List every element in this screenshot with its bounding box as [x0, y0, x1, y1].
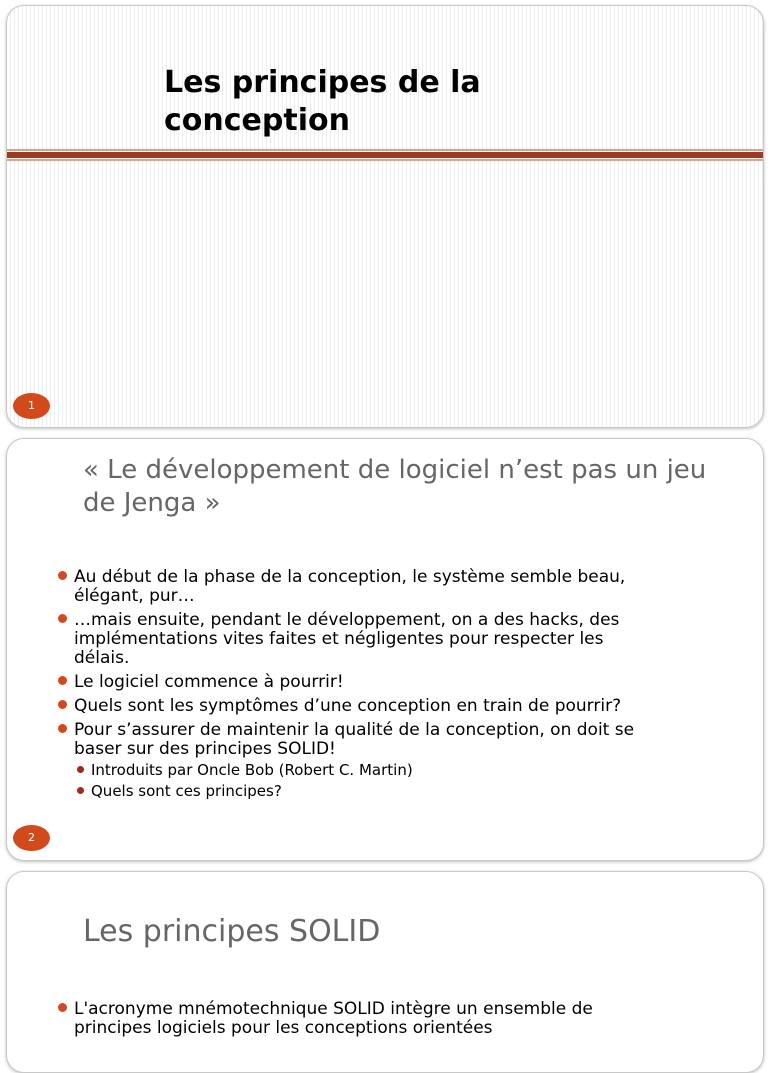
bullet-item-text: Pour s’assurer de maintenir la qualité de la conception, on doit se baser sur des principes SOLID! [74, 720, 635, 759]
bullet-item: Le logiciel commence à pourrir! [57, 673, 647, 692]
slide-2-heading: « Le développement de logiciel n’est pas un jeu de Jenga » [83, 455, 707, 518]
bullet-list [57, 568, 647, 806]
sub-bullet-list [74, 761, 647, 801]
bullet-item-with-subitems [57, 721, 647, 801]
sub-bullet-item: Quels sont ces principes? [74, 782, 647, 801]
slide-3[interactable] [6, 871, 764, 1073]
bullet-item: …mais ensuite, pendant le développement, on a des hacks, des implémentations vites faites et négligentes pour respecter les délais. [57, 611, 647, 668]
slide-number-badge: 1 [13, 393, 50, 419]
slide-3-heading: Les principes SOLID [83, 914, 381, 949]
title-divider [7, 149, 763, 162]
slide-1-title: Les principes de la conception [164, 65, 481, 138]
sub-bullet-item: Introduits par Oncle Bob (Robert C. Martin) [74, 761, 647, 780]
bullet-list [57, 1000, 647, 1043]
slide-1[interactable] [6, 5, 764, 428]
slide-2[interactable] [6, 438, 764, 861]
bullet-item: L'acronyme mnémotechnique SOLID intègre un ensemble de principes logiciels pour les conceptions orientées [57, 1000, 647, 1038]
slide-number-badge: 2 [13, 825, 50, 851]
bullet-item: Quels sont les symptômes d’une conception en train de pourrir? [57, 697, 647, 716]
bullet-item: Au début de la phase de la conception, le système semble beau, élégant, pur… [57, 568, 647, 606]
